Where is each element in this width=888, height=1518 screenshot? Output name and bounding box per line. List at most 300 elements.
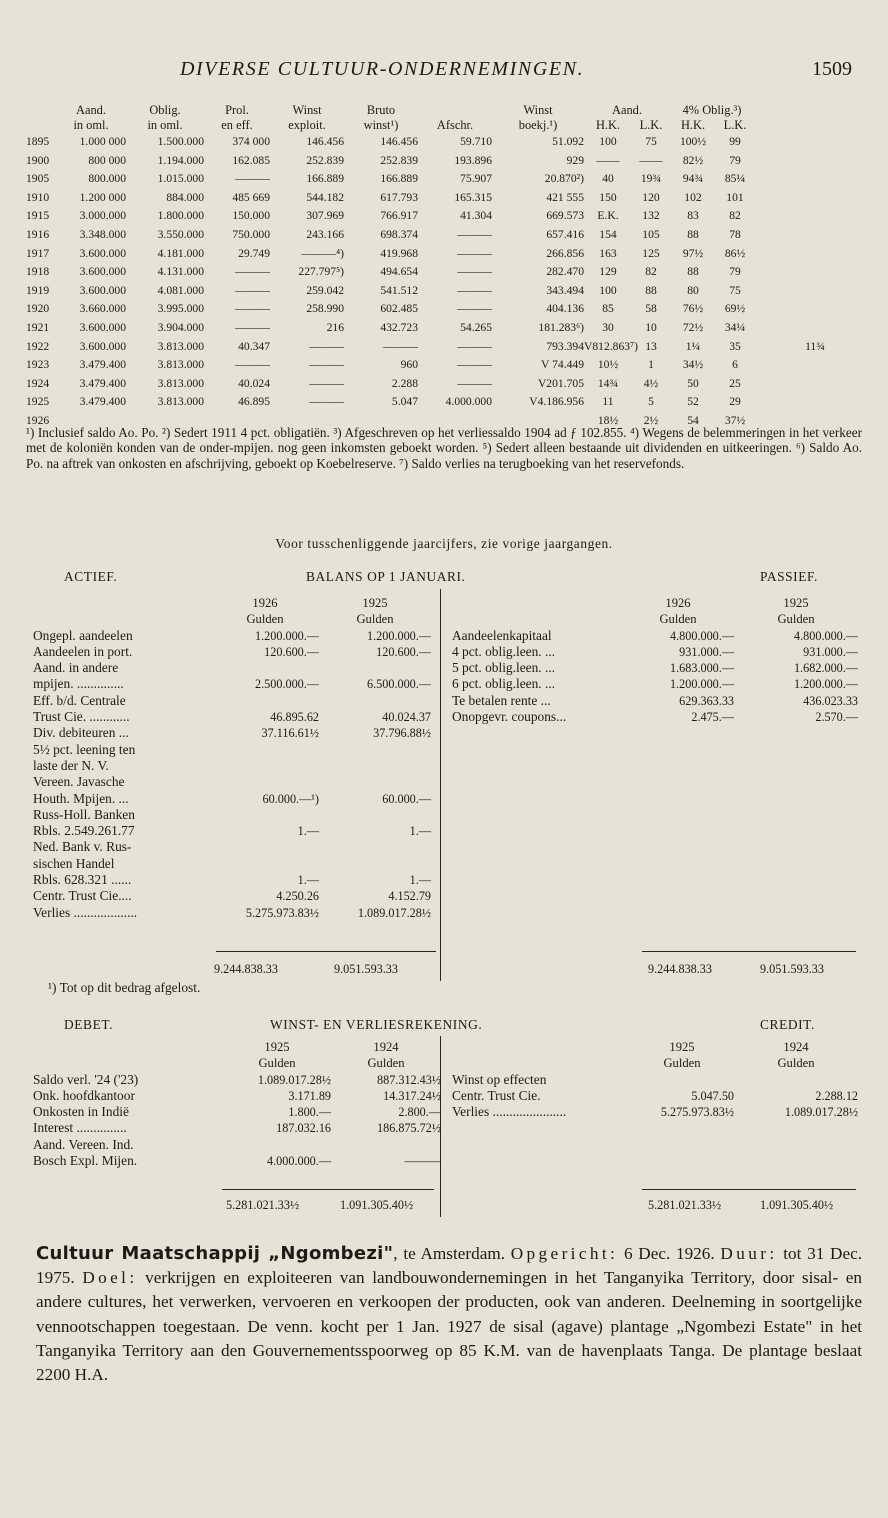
history-table [26,103,876,431]
history-cell: 544.182 [306,190,344,204]
history-spacer [754,133,876,152]
ledger-amount: 5.275.973.83½ [660,1105,734,1120]
wv-debet-years [33,1039,441,1055]
history-cell: 4.000.000 [445,395,492,409]
history-year: 1915 [26,209,50,223]
ledger-row [33,872,431,888]
ledger-row [452,709,858,725]
history-cell: 54.265 [460,320,492,334]
history-cell: 129 [599,265,617,279]
history-cell: ——— [309,376,344,390]
hdr2-afschr: Afschr. [436,118,474,132]
history-row [26,133,876,152]
history-cell: 58 [645,302,657,316]
history-cell: ——— [457,265,492,279]
ledger-row [33,791,431,807]
history-cell: ——— [457,358,492,372]
history-cell: 88 [645,283,657,297]
history-cell: 85¼ [724,172,746,186]
history-year: 1924 [26,376,50,390]
wv-credit-total-1924: 1.091.305.40½ [760,1198,834,1212]
balans-actief [33,595,431,921]
ledger-amount: 1.200.000.— [794,677,858,692]
ledger-amount [319,839,431,855]
doel-label: Doel: [82,1268,138,1288]
history-cell: 3.348.000 [79,227,126,241]
hdr2-hk-oblig: H.K. [680,118,706,132]
year-1925: 1925 [264,1040,290,1054]
ledger-row [33,1120,441,1136]
opgericht-date: 6 Dec. 1926. [623,1244,715,1263]
history-year: 1916 [26,227,50,241]
history-cell: ——— [309,339,344,353]
history-cell: 146.456 [306,135,344,148]
history-spacer [754,170,876,189]
ledger-label: Bosch Expl. Mijen. [33,1153,138,1169]
history-cell: 3.600.000 [79,339,126,353]
history-cell: 1 [648,358,654,372]
history-cell: 51.092 [552,135,584,148]
ledger-row [33,888,431,904]
ledger-row [452,660,858,676]
history-cell: 11¾ [805,339,825,353]
history-year: 1905 [26,172,50,186]
hdr-winst-boekj: Winst [523,103,553,117]
history-cell: 3.600.000 [79,265,126,279]
history-cell: 3.813.000 [157,395,204,409]
history-year: 1895 [26,135,50,148]
history-cell: 421 555 [546,190,584,204]
history-cell: 766.917 [380,209,418,223]
history-cell: 282.470 [546,265,584,279]
history-cell: V 74.449 [541,358,584,372]
ledger-label: 6 pct. oblig.leen. ... [452,676,556,692]
ledger-label: Interest ............... [33,1120,127,1136]
history-cell: 13 [645,339,657,353]
history-row [26,189,876,208]
history-header-row-2 [26,118,876,133]
running-header [0,58,888,88]
history-cell: 252.839 [306,153,344,167]
ledger-label: Trust Cie. ............ [33,709,130,725]
wv-header [0,1017,888,1037]
ledger-amount [211,693,319,709]
history-cell: 1.015.000 [157,172,204,186]
history-cell: 2½ [643,413,659,427]
ledger-label: sischen Handel [33,855,115,871]
history-spacer [754,393,876,412]
year-1925: 1925 [669,1040,695,1054]
history-cell: 163 [599,246,617,260]
ledger-amount: 4.000.000.— [267,1154,331,1169]
year-1926: 1926 [252,596,278,610]
ledger-amount: 60.000.— [382,791,431,806]
ledger-row [33,676,431,692]
wv-credit [452,1039,858,1120]
balans-passief-total-rule [642,951,856,952]
ledger-amount: 120.600.— [264,644,319,659]
history-cell: 419.968 [380,246,418,260]
ledger-label: Rbls. 2.549.261.77 [33,823,135,839]
history-cell: 4.181.000 [157,246,204,260]
history-year: 1917 [26,246,50,260]
hdr-bruto: Bruto [366,103,396,117]
ledger-amount: 46.895.62 [270,710,319,725]
history-cell: 40.347 [238,339,270,353]
balans-actief-total-rule [216,951,436,952]
history-cell: 80 [687,283,699,297]
history-cell: 46.895 [238,395,270,409]
history-cell: 5.047 [391,395,418,409]
hdr-oblig-koers: 4% Oblig.³) [682,103,742,117]
footnote-text: ¹) Inclusief saldo Ao. Po. ²) Sedert 1911 4 pct. obligatiën. ³) Afgeschreven op het verliessaldo 1904 ad ƒ 102.855. ⁴) Wegens de belemmeringen in het verkeer met de koloniën konden van de onder-mpijen. nog geen inkomsten geboekt worden. ⁵) Sedert alleen bestaande uit dividenden en uitkeeringen. ⁶) Saldo Ao. Po. na aftrek van onkosten en afschrijving, geboekt op Koebelreserve. ⁷) Saldo verlies na terugboeking van het reservefonds. [26,425,862,471]
history-cell: ——— [457,376,492,390]
history-cell: ——— [457,246,492,260]
ledger-amount: 40.024.37 [382,710,431,725]
history-cell: 18½ [597,413,619,427]
history-row [26,226,876,245]
ledger-amount: 1.800.— [288,1105,331,1120]
ledger-amount: 1.683.000.— [670,661,734,676]
history-cell: 960 [400,358,418,372]
history-spacer [754,207,876,226]
history-spacer [754,319,876,338]
ledger-amount [319,774,431,790]
history-cell: 105 [642,227,660,241]
history-cell: 150.000 [232,209,270,223]
history-cell: 1.500.000 [157,135,204,148]
history-cell: 800 000 [88,153,126,167]
balans-passief-total-1926: 9.244.838.33 [648,962,712,976]
ledger-label: Houth. Mpijen. ... [33,790,129,806]
history-cell: 79 [729,153,741,167]
unit-gulden: Gulden [246,612,284,627]
ledger-row [452,644,858,660]
year-1926: 1926 [665,596,691,610]
ledger-label: Saldo verl. '24 ('23) [33,1071,139,1087]
history-cell: 1.800.000 [157,209,204,223]
history-row [26,263,876,282]
history-cell: 216 [326,320,344,334]
ledger-amount: 187.032.16 [276,1121,331,1136]
history-spacer [754,300,876,319]
hdr-aand-koers: Aand. [612,103,642,117]
unit-gulden: Gulden [258,1056,296,1071]
hdr-prol: Prol. [225,103,249,117]
history-cell: 162.085 [232,153,270,167]
ledger-row [452,628,858,644]
ledger-label: Verlies ................... [33,904,138,920]
history-cell: 100 [599,135,617,148]
history-cell: 884.000 [166,190,204,204]
history-row [26,393,876,412]
history-cell: 698.374 [380,227,418,241]
history-cell: 35 [729,339,741,353]
history-cell: 252.839 [380,153,418,167]
ledger-label: 5 pct. oblig.leen. ... [452,660,556,676]
ledger-amount: 1.200.000.— [670,677,734,692]
history-cell: 1.200 000 [79,190,126,204]
history-cell: 4.081.000 [157,283,204,297]
balans-passief-years [452,595,858,611]
history-spacer [754,356,876,375]
ledger-amount: 4.800.000.— [794,628,858,643]
ledger-row [33,1137,441,1153]
ledger-amount [319,758,431,774]
ledger-label: 4 pct. oblig.leen. ... [452,643,556,659]
ledger-label: Onkosten in Indië [33,1104,129,1120]
hdr2-lk: L.K. [639,118,663,132]
history-cell: 34½ [682,358,704,372]
history-cell: 3.813.000 [157,358,204,372]
ledger-amount: 4.152.79 [388,889,431,904]
balans-header [0,569,888,589]
ledger-amount [211,807,319,823]
history-cell: 166.889 [306,172,344,186]
history-cell: ——— [235,283,270,297]
history-cell: 50 [687,376,699,390]
ledger-row [33,1072,441,1088]
duur-label: Duur: [720,1244,778,1263]
hdr-oblig: Oblig. [149,103,181,117]
ledger-label: Onopgevr. coupons... [452,709,567,725]
ledger-label: Te betalen rente ... [452,692,551,708]
history-cell: 34¼ [724,320,746,334]
balans-actief-total-1925: 9.051.593.33 [334,962,398,976]
ledger-label: Centr. Trust Cie. [452,1087,541,1103]
ledger-label: laste der N. V. [33,757,109,773]
history-year: 1925 [26,395,50,409]
history-cell: 82 [645,265,657,279]
ledger-row [33,905,431,921]
year-1924: 1924 [783,1040,809,1054]
unit-gulden: Gulden [663,1056,701,1071]
ledger-amount: 4.250.26 [276,889,319,904]
history-footnotes [26,425,862,471]
history-row [26,356,876,375]
history-cell: 3.813.000 [157,376,204,390]
passief-label: PASSIEF. [760,569,818,584]
history-cell: 3.600.000 [79,320,126,334]
history-spacer [754,189,876,208]
ledger-label: Verlies ...................... [452,1104,567,1120]
hdr2-boekj: boekj.¹) [518,118,558,132]
history-cell: ——— [383,339,418,353]
history-row [26,282,876,301]
ledger-amount: 1.200.000.— [367,628,431,643]
ledger-amount: 2.288.12 [815,1088,858,1103]
history-cell: 75 [645,135,657,148]
ledger-label: Aandeelenkapitaal [452,627,552,643]
history-row [26,245,876,264]
history-cell: ——— [309,395,344,409]
ledger-amount: 5.275.973.83½ [245,905,319,920]
actief-label: ACTIEF. [64,569,118,584]
ledger-amount: 2.500.000.— [255,677,319,692]
ledger-row [33,856,431,872]
unit-gulden: Gulden [367,1056,405,1071]
year-1925: 1925 [783,596,809,610]
history-cell: 3.550.000 [157,227,204,241]
history-spacer [754,152,876,171]
history-cell: 94¾ [682,172,704,186]
unit-gulden: Gulden [777,1056,815,1071]
year-1925: 1925 [362,596,388,610]
ledger-label: Russ-Holl. Banken [33,806,135,822]
history-row [26,152,876,171]
ledger-row [452,1072,858,1088]
history-spacer [754,375,876,394]
history-cell: 132 [642,209,660,223]
unit-gulden: Gulden [659,612,697,627]
ledger-amount [211,839,319,855]
history-row [26,170,876,189]
history-cell: 19¾ [640,172,662,186]
history-cell: 3.813.000 [157,339,204,353]
history-spacer [754,282,876,301]
ledger-amount: 887.312.43½ [377,1072,441,1087]
ledger-row [33,1088,441,1104]
history-year: 1918 [26,265,50,279]
debet-label: DEBET. [64,1017,114,1032]
history-cell: ——— [235,265,270,279]
history-cell: 307.969 [306,209,344,223]
history-cell: ——— [235,320,270,334]
history-cell: 41.304 [460,209,492,223]
ledger-row [33,839,431,855]
history-year: 1920 [26,302,50,316]
history-cell: 76½ [682,302,704,316]
history-cell: 125 [642,246,660,260]
history-cell: 602.485 [380,302,418,316]
ledger-amount: 37.116.61½ [261,726,319,741]
ledger-row [452,1104,858,1120]
history-cell: 266.856 [546,246,584,260]
wv-debet-total-1925: 5.281.021.33½ [226,1198,300,1212]
history-cell: V201.705 [537,376,584,390]
company-location: , te Amsterdam. [393,1244,505,1263]
ledger-amount: 1.682.000.— [794,661,858,676]
history-cell: 82 [729,209,741,223]
hdr-aand: Aand. [76,103,106,117]
ledger-amount: 2.570.— [815,710,858,725]
ledger-row [33,758,431,774]
history-year: 1900 [26,153,50,167]
history-cell: 3.600.000 [79,246,126,260]
balans-footnote: ¹) Tot op dit bedrag afgelost. [48,980,201,995]
ledger-row [33,693,431,709]
history-row [26,338,876,357]
ledger-amount [319,660,431,676]
history-cell: 5 [648,395,654,409]
history-cell: 617.793 [380,190,418,204]
ledger-label: Div. debiteuren ... [33,725,129,741]
ledger-amount: 1.200.000.— [255,628,319,643]
history-cell: 227.797⁵) [298,265,344,279]
hdr2-in-oml: in oml. [73,118,109,132]
history-cell: 69½ [724,302,746,316]
history-cell: 97½ [682,246,704,260]
history-cell: 929 [566,153,584,167]
history-cell: 79 [729,265,741,279]
history-cell: 541.512 [380,283,418,297]
hdr2-exploit: exploit. [288,118,326,132]
unit-gulden: Gulden [777,612,815,627]
ledger-row [33,807,431,823]
history-cell: 59.710 [460,135,492,148]
history-cell: 494.654 [380,265,418,279]
ledger-row [33,823,431,839]
history-cell: 75 [729,283,741,297]
ledger-amount [211,742,319,758]
ledger-label: Aandeelen in port. [33,643,133,659]
ledger-row [33,660,431,676]
ledger-row [33,1153,441,1169]
history-cell: 3.904.000 [157,320,204,334]
history-cell: 154 [599,227,617,241]
history-cell: 54 [687,413,699,427]
history-cell: 30 [602,320,614,334]
history-cell: 100 [599,283,617,297]
history-cell: 29.749 [238,246,270,260]
ledger-amount [211,660,319,676]
history-cell: 10½ [597,358,619,372]
history-cell: 374 000 [232,135,270,148]
ledger-amount [331,1137,441,1153]
history-cell: 404.136 [546,302,584,316]
history-cell: ——— [235,172,270,186]
balans-actief-unit [33,611,431,627]
balans-actief-years [33,595,431,611]
history-cell: 150 [599,190,617,204]
history-cell: 120 [642,190,660,204]
ledger-row [33,1104,441,1120]
ledger-amount [319,856,431,872]
history-cell: 20.870²) [544,172,584,186]
hdr-winst: Winst [292,103,322,117]
history-cell: 750.000 [232,227,270,241]
history-year: 1923 [26,358,50,372]
unit-gulden: Gulden [356,612,394,627]
balans-passief-total-1925: 9.051.593.33 [760,962,824,976]
history-cell: 88 [687,265,699,279]
wv-title: WINST- EN VERLIESREKENING. [270,1017,483,1032]
history-cell: 243.166 [306,227,344,241]
doel-text: verkrijgen en exploiteeren van landbouwondernemingen in het Tanganyika Territory, door sisal- en andere cultures, het verwerken, vervoeren en verkoopen der producten, ook van anderen. Deelneming in soortgelijke vennootschappen toegestaan. De venn. kocht per 1 Jan. 1927 de sisal (agave) plantage „Ngombezi Estate" in het Tanganyika Territory aan den Gouvernementsspoorweg op 85 K.M. van de havenplaats Tanga. De plantage beslaat 2200 H.A. [36,1268,863,1385]
history-cell: 4.131.000 [157,265,204,279]
history-cell: 3.000.000 [79,209,126,223]
ledger-amount [319,807,431,823]
history-cell: 3.660.000 [79,302,126,316]
history-row [26,319,876,338]
history-cell: 193.896 [454,153,492,167]
hdr2-en-eff: en eff. [221,118,253,132]
ledger-label: Ned. Bank v. Rus- [33,839,132,855]
history-row [26,375,876,394]
ledger-amount: 3.171.89 [288,1088,331,1103]
history-cell: E.K. [597,209,619,223]
history-cell: ——— [309,358,344,372]
ledger-amount: 37.796.88½ [373,726,431,741]
ledger-row [452,676,858,692]
history-cell: 83 [687,209,699,223]
ledger-amount [211,856,319,872]
history-cell: 3.479.400 [79,395,126,409]
ledger-label: 5½ pct. leening ten [33,741,136,757]
history-cell: 165.315 [454,190,492,204]
ledger-amount: 1.— [297,824,319,839]
ledger-amount: 186.875.72½ [377,1121,441,1136]
